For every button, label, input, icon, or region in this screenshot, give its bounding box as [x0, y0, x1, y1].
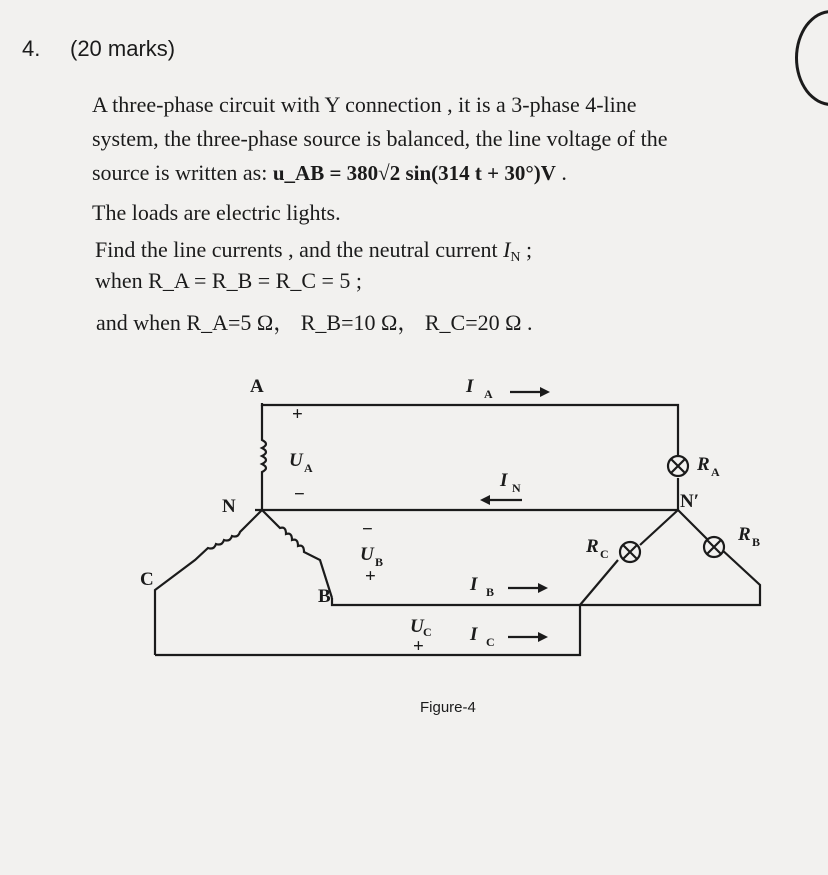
node-B-label: B — [318, 586, 331, 607]
question-number: 4. — [22, 36, 41, 61]
UA-label: U — [289, 450, 303, 471]
UC-sub: C — [423, 625, 432, 639]
coil-A — [262, 405, 266, 510]
voltage-equation: u_AB = 380√2 sin(314 t + 30°)V — [272, 161, 556, 185]
line3-prefix: source is written as: — [92, 160, 268, 185]
RC-label: R — [586, 536, 599, 557]
question-marks: (20 marks) — [70, 36, 176, 61]
RC-sub: C — [600, 547, 609, 561]
load-neutral-RC — [640, 510, 678, 545]
coil-C — [155, 510, 262, 655]
neutral-current-var: I — [503, 237, 511, 262]
UB-plus: + — [365, 566, 376, 587]
wire-B — [332, 548, 760, 605]
IA-label: I — [466, 376, 474, 397]
IN-label: I — [500, 470, 508, 491]
node-C-label: C — [140, 569, 154, 590]
node-N-label: N — [222, 496, 236, 517]
coil-B — [262, 510, 332, 598]
node-A-label: A — [250, 376, 264, 397]
UA-minus: − — [294, 484, 305, 505]
problem-line-2: system, the three-phase source is balanced, the line voltage of the — [92, 126, 668, 151]
RB-sub: B — [752, 535, 761, 549]
problem-line-1: A three-phase circuit with Y connection , it is a 3-phase 4-line — [92, 92, 637, 117]
IN-sub: N — [512, 481, 521, 495]
UA-plus: + — [292, 404, 303, 425]
IB-label: I — [470, 574, 478, 595]
wire-C — [155, 605, 580, 655]
RA-sub: A — [711, 465, 720, 479]
load-neutral-RB — [678, 510, 708, 540]
UB-minus: − — [362, 519, 373, 540]
node-Nprime-label: N′ — [680, 491, 700, 512]
lamp-RA-icon — [668, 456, 688, 476]
problem-line-7: and when R_A=5 Ω， R_B=10 Ω， R_C=20 Ω . — [96, 310, 533, 335]
UB-label: U — [360, 544, 374, 565]
RC-to-C — [580, 560, 618, 605]
problem-line-6: when R_A = R_B = R_C = 5 ; — [95, 268, 363, 293]
UC-label: U — [410, 616, 424, 637]
UB-sub: B — [375, 555, 384, 569]
IB-sub: B — [486, 585, 495, 599]
wire-A — [262, 403, 678, 455]
RB-label: R — [738, 524, 751, 545]
lamp-RC-icon — [620, 542, 640, 562]
line5-text: Find the line currents , and the neutral current — [95, 237, 498, 262]
IA-sub: A — [484, 387, 493, 401]
line3-suffix: . — [561, 160, 567, 185]
IC-label: I — [470, 624, 478, 645]
IC-sub: C — [486, 635, 495, 649]
lamp-RB-icon — [704, 537, 724, 557]
UA-sub: A — [304, 461, 313, 475]
line5-end: ; — [526, 237, 533, 262]
UC-plus: + — [413, 636, 424, 657]
RA-label: R — [697, 454, 710, 475]
figure-caption: Figure-4 — [420, 699, 476, 716]
problem-line-4: The loads are electric lights. — [92, 200, 341, 225]
neutral-current-sub: N — [510, 250, 521, 265]
